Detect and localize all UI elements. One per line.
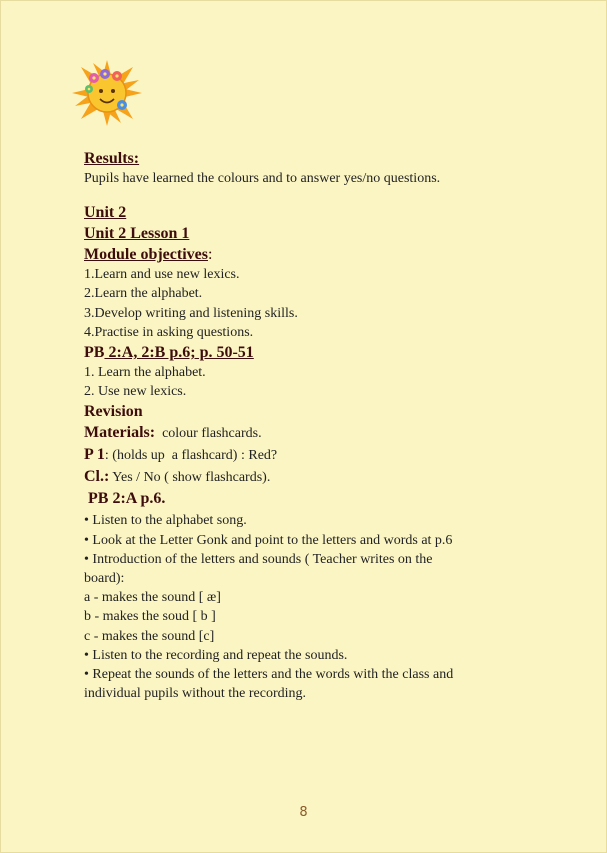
p1-row [84, 444, 554, 466]
list-item: 2. Use new lexics. [84, 384, 187, 400]
pb-prefix: PB [84, 344, 105, 362]
p1-value: : (holds up a flashcard) : Red? [104, 448, 278, 464]
list-item: 4.Practise in asking questions. [84, 324, 254, 340]
pb2-heading: PB 2:A p.6. [84, 490, 166, 508]
cl-label: Cl.: [84, 468, 110, 486]
pb-pages: 2:A, 2:B p.6; p. 50-51 [104, 344, 254, 362]
list-item: 1.Learn and use new lexics. [84, 267, 240, 283]
sun-flowers-icon [70, 60, 144, 126]
p1-label: P 1 [84, 446, 105, 464]
materials-row [84, 422, 554, 444]
list-item: • Repeat the sounds of the letters and the words with the class and individual pupils without the recording. [84, 667, 454, 702]
list-item: 2.Learn the alphabet. [84, 286, 203, 302]
pb-heading [84, 342, 554, 363]
lesson-title: Unit 2 Lesson 1 [84, 225, 190, 243]
list-item: • Listen to the recording and repeat the sounds. [84, 647, 348, 663]
cl-row [84, 466, 554, 488]
cl-value: Yes / No ( show flashcards). [109, 470, 271, 486]
list-item: b - makes the soud [ b ] [84, 609, 216, 625]
list-item: 3.Develop writing and listening skills. [84, 305, 298, 321]
activities-list [84, 511, 554, 703]
list-item: • Introduction of the letters and sounds ( Teacher writes on the board): [84, 551, 433, 587]
list-item: • Look at the Letter Gonk and point to the letters and words at p.6 [84, 532, 453, 548]
objectives-heading-row [84, 244, 554, 265]
revision-heading: Revision [84, 403, 143, 421]
objectives-list [84, 265, 554, 342]
list-item: c - makes the sound [c] [84, 628, 215, 644]
materials-label: Materials: [84, 424, 156, 442]
list-item: a - makes the sound [ æ] [84, 590, 221, 606]
results-heading: Results: [84, 150, 140, 167]
page-number: 8 [299, 805, 308, 820]
lesson-plan [84, 148, 554, 703]
list-item: 1. Learn the alphabet. [84, 365, 206, 381]
results-text: Pupils have learned the colours and to answer yes/no questions. [84, 171, 441, 186]
list-item: • Listen to the alphabet song. [84, 513, 247, 529]
unit-title: Unit 2 [84, 204, 127, 222]
objectives-heading: Module objectives [84, 246, 208, 264]
materials-value: colour flashcards. [155, 426, 262, 442]
objectives-colon: : [207, 246, 213, 264]
